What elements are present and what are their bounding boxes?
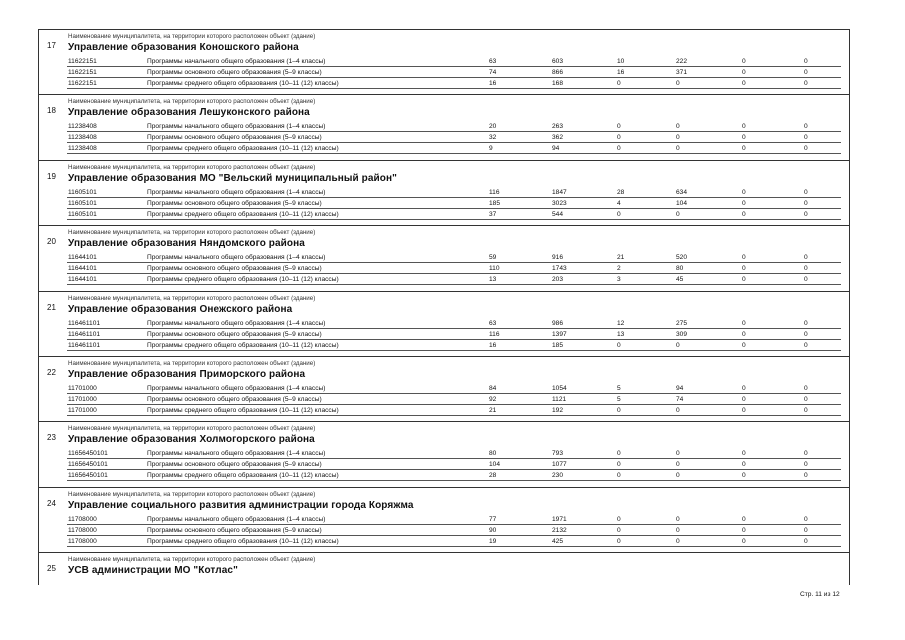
cell-value: 0: [676, 134, 680, 142]
row-underline: [67, 404, 841, 405]
municipality-block: [39, 94, 849, 159]
cell-program: Программы основного общего образования (5–9 классы): [147, 461, 322, 469]
page-number: Стр. 11 из 12: [800, 591, 840, 598]
cell-code: 11605101: [68, 199, 97, 207]
cell-value: 203: [552, 276, 564, 284]
row-underline: [67, 339, 841, 340]
cell-value: 2132: [552, 526, 567, 534]
municipality-block: [39, 487, 849, 552]
cell-value: 0: [804, 134, 808, 142]
block-caption: Наименование муниципалитета, на территории которого расположен объект (здание): [68, 556, 316, 564]
cell-value: 0: [742, 188, 746, 196]
cell-value: 104: [676, 199, 688, 207]
cell-value: 5: [617, 385, 621, 392]
cell-value: 0: [742, 199, 746, 207]
row-underline: [67, 524, 841, 525]
cell-value: 544: [552, 210, 564, 218]
cell-value: 4: [617, 199, 621, 207]
municipality-title: Управление образования Холмогорского района: [68, 434, 315, 446]
cell-code: 11701000: [68, 396, 97, 403]
cell-value: 1847: [552, 188, 567, 196]
cell-value: 0: [676, 123, 680, 131]
cell-value: 21: [489, 407, 497, 414]
cell-value: 0: [742, 537, 746, 545]
cell-value: 0: [676, 472, 680, 480]
cell-value: 74: [676, 396, 684, 403]
cell-value: 0: [742, 330, 746, 338]
cell-value: 0: [804, 515, 808, 523]
cell-code: 11656450101: [68, 472, 108, 480]
cell-value: 0: [676, 526, 680, 534]
block-caption: Наименование муниципалитета, на территории которого расположен объект (здание): [68, 33, 316, 40]
row-underline: [67, 480, 841, 481]
cell-value: 275: [676, 319, 688, 327]
cell-value: 104: [489, 461, 501, 469]
cell-value: 0: [676, 450, 680, 458]
table-row: [39, 515, 849, 526]
table-row: [39, 384, 849, 395]
cell-value: 0: [804, 330, 808, 338]
cell-value: 1397: [552, 330, 567, 338]
table-row: [39, 79, 849, 90]
cell-value: 603: [552, 58, 564, 65]
cell-program: Программы среднего общего образования (10–11 (12) классы): [147, 80, 339, 87]
cell-value: 793: [552, 450, 564, 458]
cell-code: 11644101: [68, 276, 97, 284]
block-number: 19: [47, 171, 56, 181]
cell-value: 0: [742, 80, 746, 87]
row-underline: [67, 350, 841, 351]
cell-value: 0: [804, 69, 808, 76]
cell-value: 19: [489, 537, 497, 545]
municipality-block: [39, 421, 849, 486]
cell-code: 116461101: [68, 341, 101, 349]
cell-value: 0: [676, 537, 680, 545]
block-caption: Наименование муниципалитета, на территории которого расположен объект (здание): [68, 229, 316, 237]
cell-value: 84: [489, 385, 497, 392]
cell-value: 0: [804, 254, 808, 262]
table-row: [39, 144, 849, 155]
cell-value: 309: [676, 330, 688, 338]
cell-value: 21: [617, 254, 625, 262]
cell-value: 0: [742, 210, 746, 218]
cell-value: 0: [617, 450, 621, 458]
cell-program: Программы начального общего образования (1–4 классы): [147, 515, 326, 523]
cell-value: 425: [552, 537, 564, 545]
block-caption: Наименование муниципалитета, на территории которого расположен объект (здание): [68, 490, 316, 498]
cell-program: Программы начального общего образования (1–4 классы): [147, 385, 326, 392]
cell-value: 0: [617, 515, 621, 523]
block-caption: Наименование муниципалитета, на территории которого расположен объект (здание): [68, 163, 316, 171]
cell-value: 634: [676, 188, 688, 196]
cell-value: 0: [742, 276, 746, 284]
row-underline: [67, 153, 841, 154]
cell-code: 11644101: [68, 265, 97, 273]
cell-program: Программы основного общего образования (5–9 классы): [147, 396, 322, 403]
cell-value: 0: [742, 407, 746, 414]
cell-program: Программы среднего общего образования (10–11 (12) классы): [147, 276, 339, 284]
cell-value: 16: [489, 80, 497, 87]
cell-value: 45: [676, 276, 684, 284]
cell-value: 0: [617, 145, 621, 153]
table-row: [39, 537, 849, 548]
cell-value: 0: [676, 515, 680, 523]
row-underline: [67, 88, 841, 89]
cell-program: Программы основного общего образования (5–9 классы): [147, 526, 322, 534]
cell-value: 0: [742, 450, 746, 458]
cell-program: Программы начального общего образования (1–4 классы): [147, 58, 326, 65]
cell-program: Программы основного общего образования (5–9 классы): [147, 330, 322, 338]
block-number: 18: [47, 106, 56, 116]
table-row: [39, 319, 849, 330]
table-row: [39, 188, 849, 199]
cell-value: 0: [742, 58, 746, 65]
cell-value: 94: [676, 385, 684, 392]
cell-value: 0: [676, 341, 680, 349]
row-underline: [67, 284, 841, 285]
block-number: 25: [47, 564, 56, 574]
cell-program: Программы основного общего образования (5–9 классы): [147, 69, 322, 76]
cell-value: 0: [804, 80, 808, 87]
block-number: 17: [47, 41, 56, 50]
table-row: [39, 122, 849, 133]
row-underline: [67, 262, 841, 263]
block-number: 20: [47, 237, 56, 247]
municipality-title: Управление образования МО "Вельский муниципальный район": [68, 172, 397, 184]
table-row: [39, 449, 849, 460]
cell-value: 0: [804, 123, 808, 131]
cell-value: 80: [676, 265, 684, 273]
block-caption: Наименование муниципалитета, на территории которого расположен объект (здание): [68, 360, 316, 367]
municipality-block: [39, 225, 849, 290]
cell-value: 10: [617, 58, 625, 65]
cell-value: 168: [552, 80, 564, 87]
row-underline: [67, 131, 841, 132]
cell-value: 0: [742, 461, 746, 469]
cell-value: 0: [742, 254, 746, 262]
cell-value: 90: [489, 526, 497, 534]
cell-value: 0: [742, 319, 746, 327]
cell-value: 0: [617, 123, 621, 131]
cell-value: 0: [804, 199, 808, 207]
cell-program: Программы основного общего образования (5–9 классы): [147, 134, 322, 142]
municipality-title: Управление образования Приморского района: [68, 369, 306, 380]
cell-value: 94: [552, 145, 560, 153]
cell-value: 92: [489, 396, 497, 403]
cell-code: 11708000: [68, 526, 97, 534]
cell-value: 0: [804, 276, 808, 284]
municipality-block: [39, 291, 849, 356]
municipality-title: Управление социального развития администрации города Коряжма: [68, 499, 414, 511]
cell-value: 0: [804, 396, 808, 403]
cell-value: 185: [489, 199, 501, 207]
table-row: [39, 264, 849, 275]
cell-code: 11238408: [68, 134, 97, 142]
cell-value: 0: [617, 80, 621, 87]
cell-value: 866: [552, 69, 564, 76]
block-caption: Наименование муниципалитета, на территории которого расположен объект (здание): [68, 294, 316, 302]
cell-value: 5: [617, 396, 621, 403]
cell-value: 0: [742, 341, 746, 349]
cell-value: 0: [804, 265, 808, 273]
cell-value: 0: [676, 407, 680, 414]
cell-value: 16: [489, 341, 497, 349]
cell-value: 1054: [552, 385, 567, 392]
row-underline: [67, 197, 841, 198]
cell-program: Программы среднего общего образования (10–11 (12) классы): [147, 145, 339, 153]
cell-code: 11622151: [68, 69, 97, 76]
cell-value: 916: [552, 254, 564, 262]
cell-value: 63: [489, 319, 497, 327]
cell-program: Программы начального общего образования (1–4 классы): [147, 319, 326, 327]
cell-value: 0: [676, 80, 680, 87]
document-table: [38, 29, 850, 585]
cell-value: 0: [742, 134, 746, 142]
cell-code: 11622151: [68, 80, 97, 87]
cell-value: 12: [617, 319, 625, 327]
block-caption: Наименование муниципалитета, на территории которого расположен объект (здание): [68, 425, 316, 433]
table-row: [39, 406, 849, 417]
cell-value: 185: [552, 341, 564, 349]
cell-value: 263: [552, 123, 564, 131]
table-row: [39, 253, 849, 264]
cell-code: 11238408: [68, 123, 97, 131]
cell-value: 0: [742, 69, 746, 76]
cell-value: 77: [489, 515, 497, 523]
cell-value: 32: [489, 134, 497, 142]
cell-value: 0: [742, 515, 746, 523]
cell-value: 0: [617, 537, 621, 545]
cell-code: 11701000: [68, 407, 97, 414]
cell-value: 0: [804, 188, 808, 196]
table-row: [39, 395, 849, 406]
cell-value: 116: [489, 188, 500, 196]
cell-value: 20: [489, 123, 497, 131]
cell-value: 0: [617, 210, 621, 218]
row-underline: [67, 66, 841, 67]
cell-value: 0: [804, 537, 808, 545]
cell-program: Программы основного общего образования (5–9 классы): [147, 265, 322, 273]
cell-value: 0: [617, 526, 621, 534]
cell-value: 222: [676, 58, 688, 65]
cell-code: 11656450101: [68, 461, 108, 469]
cell-value: 74: [489, 69, 497, 76]
cell-code: 11708000: [68, 515, 97, 523]
row-underline: [67, 546, 841, 547]
table-row: [39, 199, 849, 210]
cell-value: 9: [489, 145, 493, 153]
cell-value: 37: [489, 210, 497, 218]
cell-value: 0: [804, 407, 808, 414]
cell-code: 11656450101: [68, 450, 108, 458]
cell-value: 0: [804, 461, 808, 469]
cell-program: Программы основного общего образования (5–9 классы): [147, 199, 322, 207]
cell-program: Программы начального общего образования (1–4 классы): [147, 254, 326, 262]
block-number: 22: [47, 368, 56, 377]
cell-value: 2: [617, 265, 621, 273]
cell-value: 0: [617, 341, 621, 349]
cell-program: Программы начального общего образования (1–4 классы): [147, 123, 326, 131]
cell-code: 11644101: [68, 254, 97, 262]
row-underline: [67, 208, 841, 209]
cell-value: 371: [676, 69, 688, 76]
row-underline: [67, 458, 841, 459]
cell-value: 28: [617, 188, 625, 196]
table-row: [39, 526, 849, 537]
cell-value: 0: [676, 145, 680, 153]
cell-code: 11622151: [68, 58, 97, 65]
cell-value: 0: [742, 385, 746, 392]
cell-value: 0: [804, 526, 808, 534]
cell-value: 0: [742, 472, 746, 480]
cell-value: 3023: [552, 199, 567, 207]
table-row: [39, 133, 849, 144]
cell-code: 11605101: [68, 210, 97, 218]
cell-value: 0: [617, 472, 621, 480]
municipality-block: [39, 552, 849, 617]
cell-value: 0: [804, 319, 808, 327]
cell-value: 59: [489, 254, 497, 262]
table-row: [39, 68, 849, 79]
cell-program: Программы среднего общего образования (10–11 (12) классы): [147, 407, 339, 414]
table-row: [39, 330, 849, 341]
cell-program: Программы среднего общего образования (10–11 (12) классы): [147, 341, 339, 349]
cell-value: 0: [804, 341, 808, 349]
municipality-title: Управление образования Онежского района: [68, 303, 293, 315]
cell-value: 0: [617, 134, 621, 142]
row-underline: [67, 393, 841, 394]
cell-value: 13: [617, 330, 625, 338]
cell-value: 1121: [552, 396, 567, 403]
cell-value: 0: [676, 210, 680, 218]
row-underline: [67, 273, 841, 274]
cell-code: 11605101: [68, 188, 97, 196]
cell-value: 28: [489, 472, 497, 480]
cell-code: 116461101: [68, 319, 101, 327]
cell-value: 0: [804, 450, 808, 458]
cell-program: Программы среднего общего образования (10–11 (12) классы): [147, 472, 339, 480]
table-row: [39, 460, 849, 471]
cell-value: 13: [489, 276, 497, 284]
cell-value: 986: [552, 319, 564, 327]
table-row: [39, 471, 849, 482]
cell-value: 0: [804, 472, 808, 480]
cell-program: Программы среднего общего образования (10–11 (12) классы): [147, 537, 339, 545]
cell-value: 0: [676, 461, 680, 469]
municipality-title: Управление образования Няндомского района: [68, 238, 305, 250]
row-underline: [67, 469, 841, 470]
cell-value: 0: [742, 526, 746, 534]
municipality-block: [39, 356, 849, 421]
municipality-block: [39, 160, 849, 225]
cell-value: 0: [804, 210, 808, 218]
cell-value: 0: [617, 461, 621, 469]
cell-value: 110: [489, 265, 500, 273]
cell-program: Программы начального общего образования (1–4 классы): [147, 450, 326, 458]
cell-value: 16: [617, 69, 625, 76]
cell-value: 116: [489, 330, 500, 338]
cell-value: 192: [552, 407, 564, 414]
row-underline: [67, 77, 841, 78]
block-number: 21: [47, 302, 56, 312]
table-row: [39, 57, 849, 68]
cell-value: 80: [489, 450, 497, 458]
block-number: 23: [47, 433, 56, 443]
cell-value: 0: [804, 385, 808, 392]
cell-value: 0: [804, 58, 808, 65]
cell-program: Программы среднего общего образования (10–11 (12) классы): [147, 210, 339, 218]
cell-value: 230: [552, 472, 564, 480]
row-underline: [67, 142, 841, 143]
cell-value: 63: [489, 58, 497, 65]
cell-code: 11238408: [68, 145, 97, 153]
cell-value: 0: [617, 407, 621, 414]
municipality-title: УСВ администрации МО "Котлас": [68, 565, 238, 577]
cell-value: 0: [804, 145, 808, 153]
cell-value: 0: [742, 265, 746, 273]
cell-value: 1743: [552, 265, 567, 273]
cell-value: 1971: [552, 515, 567, 523]
table-row: [39, 341, 849, 352]
cell-value: 362: [552, 134, 564, 142]
row-underline: [67, 415, 841, 416]
cell-program: Программы начального общего образования (1–4 классы): [147, 188, 326, 196]
row-underline: [67, 328, 841, 329]
table-row: [39, 210, 849, 221]
municipality-title: Управление образования Лешуконского района: [68, 107, 310, 119]
cell-value: 0: [742, 145, 746, 153]
municipality-title: Управление образования Коношского района: [68, 42, 299, 53]
cell-value: 0: [742, 396, 746, 403]
block-caption: Наименование муниципалитета, на территории которого расположен объект (здание): [68, 98, 316, 106]
cell-code: 11701000: [68, 385, 97, 392]
cell-code: 11708000: [68, 537, 97, 545]
municipality-block: [39, 29, 849, 94]
cell-value: 3: [617, 276, 621, 284]
row-underline: [67, 219, 841, 220]
cell-value: 0: [742, 123, 746, 131]
cell-code: 116461101: [68, 330, 101, 338]
table-row: [39, 275, 849, 286]
row-underline: [67, 535, 841, 536]
cell-value: 1077: [552, 461, 567, 469]
block-number: 24: [47, 498, 56, 508]
cell-value: 520: [676, 254, 688, 262]
